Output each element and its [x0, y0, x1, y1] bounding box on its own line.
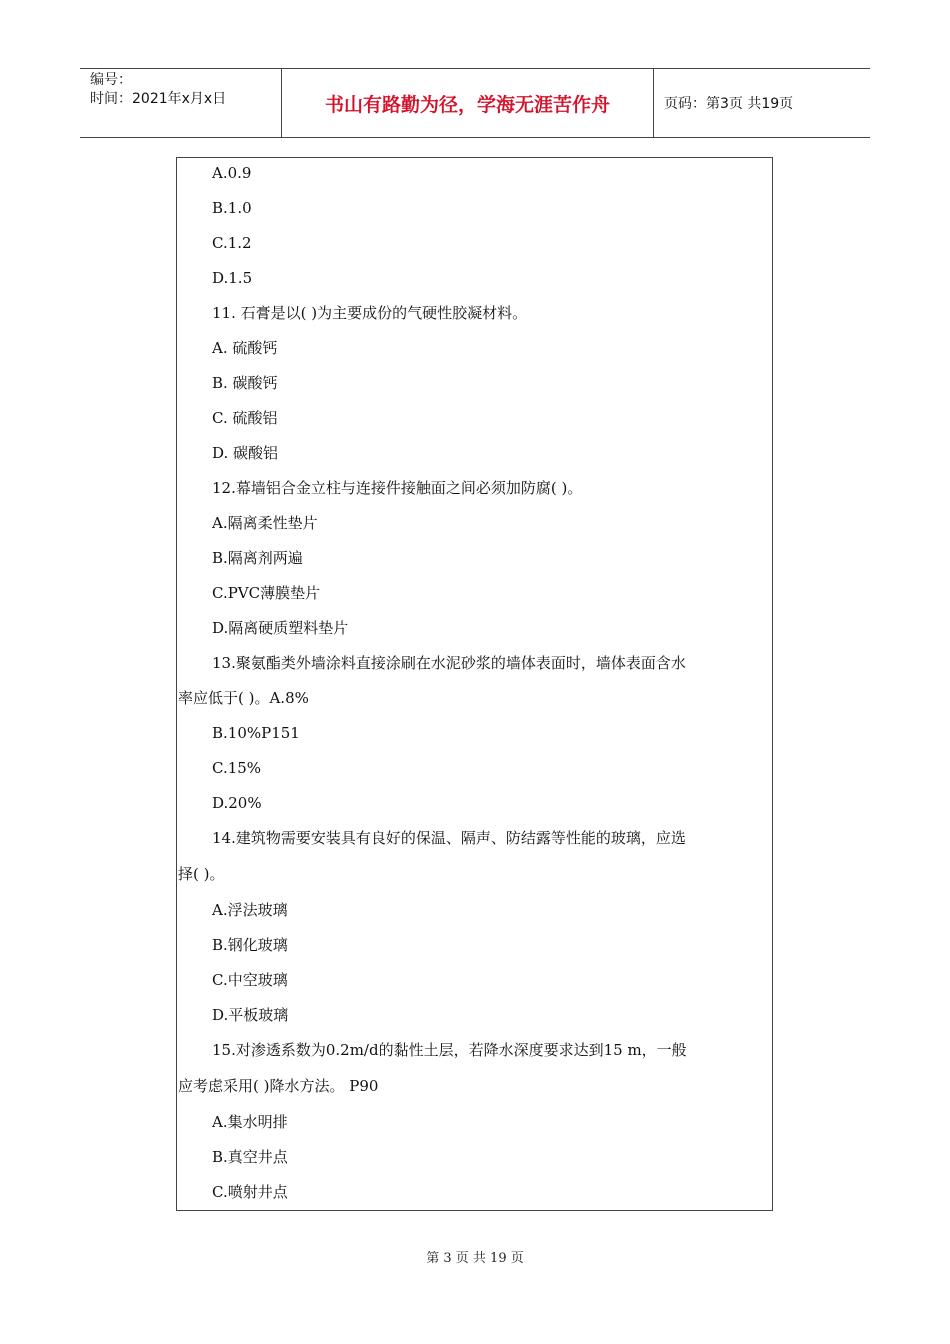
- option-line: A.隔离柔性垫片: [212, 514, 318, 532]
- header-info-cell: [80, 69, 282, 137]
- question-line: 率应低于( )。A.8%: [178, 689, 309, 707]
- question-line: 择( )。: [178, 865, 225, 883]
- option-line: A.0.9: [212, 164, 252, 182]
- option-line: D.平板玻璃: [212, 1006, 289, 1024]
- option-line: B. 碳酸钙: [212, 374, 278, 392]
- option-line: C.PVC薄膜垫片: [212, 584, 321, 602]
- question-line: 15.对渗透系数为0.2m/d的黏性土层，若降水深度要求达到15 m，一般: [212, 1041, 687, 1059]
- option-line: B.真空井点: [212, 1148, 288, 1166]
- question-line: 12.幕墙铝合金立柱与连接件接触面之间必须加防腐( )。: [212, 479, 583, 497]
- question-line: 14.建筑物需要安装具有良好的保温、隔声、防结露等性能的玻璃，应选: [212, 829, 686, 847]
- option-line: B.10%P151: [212, 724, 300, 742]
- option-line: C. 硫酸铝: [212, 409, 278, 427]
- option-line: A. 硫酸钙: [212, 339, 278, 357]
- option-line: B.钢化玻璃: [212, 936, 288, 954]
- option-line: C.中空玻璃: [212, 971, 288, 989]
- option-line: B.隔离剂两遍: [212, 549, 303, 567]
- option-line: B.1.0: [212, 199, 252, 217]
- number-label: 编号：: [90, 72, 132, 88]
- time-label: 时间：2021年x月x日: [90, 91, 227, 107]
- question-line: 11. 石膏是以( )为主要成份的气硬性胶凝材料。: [212, 304, 528, 322]
- option-line: D.20%: [212, 794, 262, 812]
- option-line: C.喷射井点: [212, 1183, 288, 1201]
- question-content-box: [176, 157, 773, 1211]
- option-line: A.浮法玻璃: [212, 901, 288, 919]
- option-line: C.1.2: [212, 234, 252, 252]
- question-line: 13.聚氨酯类外墙涂料直接涂刷在水泥砂浆的墙体表面时，墙体表面含水: [212, 654, 686, 672]
- header-motto: 书山有路勤为径，学海无涯苦作舟: [282, 69, 654, 137]
- option-line: D.1.5: [212, 269, 253, 287]
- page-footer: 第 3 页 共 19 页: [426, 1251, 524, 1266]
- option-line: D.隔离硬质塑料垫片: [212, 619, 349, 637]
- page-header: [80, 68, 870, 138]
- option-line: C.15%: [212, 759, 262, 777]
- header-page-label: 页码：第3页 共19页: [664, 96, 794, 112]
- option-line: D. 碳酸铝: [212, 444, 279, 462]
- question-line: 应考虑采用( )降水方法。 P90: [178, 1077, 379, 1095]
- option-line: A.集水明排: [212, 1113, 288, 1131]
